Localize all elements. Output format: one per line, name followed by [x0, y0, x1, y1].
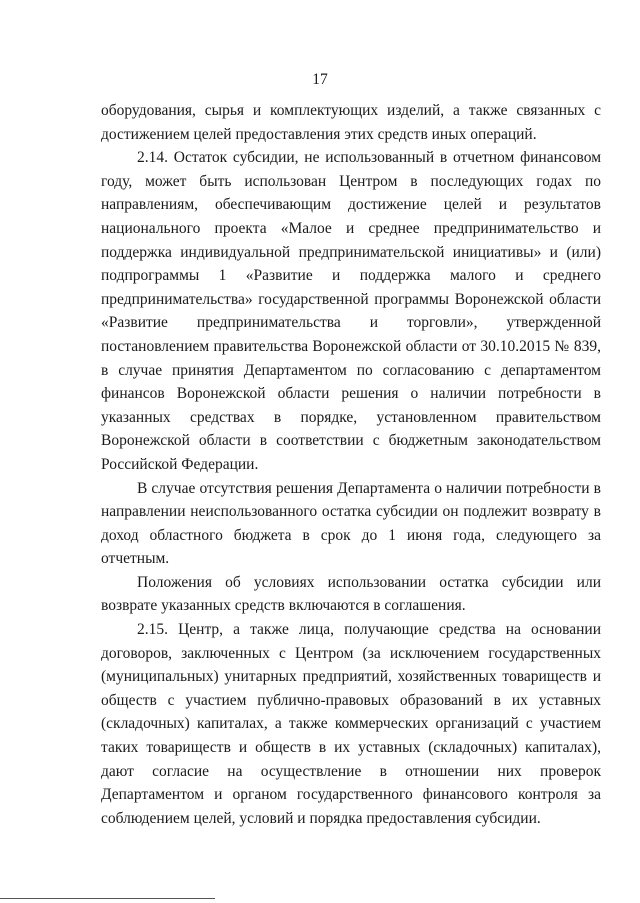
- paragraph-no-decision: В случае отсутствия решения Департамента о наличии потребности в направлении неиспользованного остатка субсидии он подлежит возврату в доход областного бюджета в срок до 1 июня года, следующего за отчетным.: [101, 479, 601, 568]
- paragraph-2-15: 2.15. Центр, а также лица, получающие средства на основании договоров, заключенных с Центром (за исключением государственных (муниципальных) унитарных предприятий, хозяйственных товариществ и обществ с участием публично-правовых образований в их уставных (складочных) капиталах, а также коммерческих организаций с участием таких товариществ и обществ в их уставных (складочных) капиталах), дают согласие на осуществление в отношении них проверок Департаментом и органом государственного финансового контроля за соблюдением целей, условий и порядка предоставления субсидии.: [101, 621, 601, 827]
- paragraph-continuation: оборудования, сырья и комплектующих изделий, а также связанных с достижением целей предоставления этих средств иных операций.: [101, 102, 601, 143]
- document-body: [101, 99, 601, 830]
- footnote-divider: [0, 898, 215, 899]
- paragraph-agreement-provisions: Положения об условиях использовании остатка субсидии или возврате указанных средств включаются в соглашения.: [101, 573, 601, 615]
- page-number: 17: [312, 71, 328, 88]
- paragraph-2-14: 2.14. Остаток субсидии, не использованный в отчетном финансовом году, может быть использован Центром в последующих годах по направлениям, обеспечивающим достижение целей и результатов национального проекта «Малое и среднее предпринимательство и поддержка индивидуальной предпринимательской инициативы» и (или) подпрограммы 1 «Развитие и поддержка малого и среднего предпринимательства» государственной программы Воронежской области «Развитие предпринимательства и торговли», утвержденной постановлением правительства Воронежской области от 30.10.2015 № 839, в случае принятия Департаментом по согласованию с департаментом финансов Воронежской области решения о наличии потребности в указанных средствах в порядке, установленном правительством Воронежской области в соответствии с бюджетным законодательством Российской Федерации.: [101, 149, 601, 473]
